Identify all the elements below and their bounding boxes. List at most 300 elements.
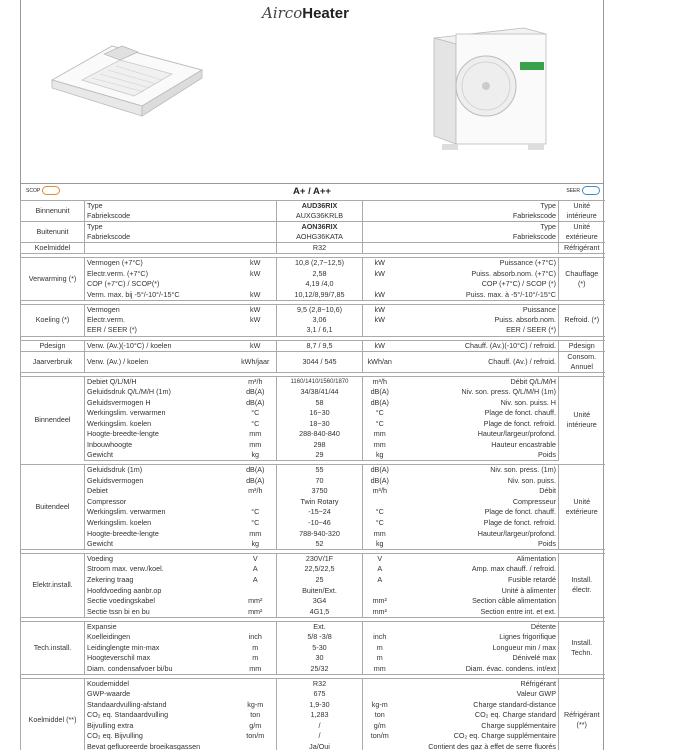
value: 16~30 xyxy=(277,408,363,419)
unit-nl: °C xyxy=(251,408,260,418)
spec-row xyxy=(21,376,605,387)
label-nl: Vermogen xyxy=(85,304,235,315)
unit-fr: ton/m xyxy=(370,731,389,741)
unit-fr: g/m xyxy=(373,720,386,730)
unit-nl: kW xyxy=(235,290,277,301)
unit-fr: °C xyxy=(375,507,384,517)
spec-row xyxy=(21,304,605,315)
unit-fr: mm² xyxy=(372,596,387,606)
spec-row xyxy=(21,440,605,451)
group-label-nl: Pdesign xyxy=(21,340,85,351)
spec-row xyxy=(21,222,605,233)
unit-fr xyxy=(363,279,397,290)
spec-row xyxy=(21,642,605,653)
value: 5-30 xyxy=(277,642,363,653)
unit-nl: V xyxy=(235,554,277,565)
spec-row xyxy=(21,325,605,336)
label-fr: Fusible retardé xyxy=(397,575,559,586)
label-nl: Gewicht xyxy=(85,539,235,550)
label-nl: CO₂ eq. Bijvulling xyxy=(85,731,235,742)
label-fr: CO₂ eq. Charge standard xyxy=(397,710,559,721)
label-nl: Geluidsdruk (1m) xyxy=(85,465,235,476)
spec-row xyxy=(21,528,605,539)
spec-row xyxy=(21,232,605,243)
unit-fr: inch xyxy=(373,631,387,641)
label-nl: COP (+7°C) / SCOP(*) xyxy=(85,279,235,290)
value: 3044 / 545 xyxy=(277,351,363,372)
label-fr: Réfrigérant xyxy=(397,678,559,689)
value: Twin Rotary xyxy=(277,497,363,508)
label-nl: Werkingslim. koelen xyxy=(85,518,235,529)
unit-nl xyxy=(235,243,277,254)
label-nl: Expansie xyxy=(85,621,235,632)
label-fr: Niv. son. press. Q/L/M/H (1m) xyxy=(397,387,559,398)
value: 288-840-840 xyxy=(277,429,363,440)
unit-nl: kg-m xyxy=(247,699,264,709)
value: 4G1,5 xyxy=(277,607,363,618)
label-nl xyxy=(85,243,235,254)
unit-fr: kg xyxy=(363,450,397,461)
group-label-fr: Réfrigérant xyxy=(559,243,605,254)
unit-fr: mm xyxy=(373,528,386,538)
unit-nl: dB(A) xyxy=(246,386,265,396)
unit-nl xyxy=(235,201,277,212)
spec-row xyxy=(21,742,605,750)
value: 5/8 -3/8 xyxy=(277,632,363,643)
label-fr: Débit xyxy=(397,486,559,497)
value: Ja/Oui xyxy=(277,742,363,750)
spec-row xyxy=(21,621,605,632)
spec-row xyxy=(21,575,605,586)
unit-nl: g/m xyxy=(249,720,262,730)
group-label-nl: Verwarming (*) xyxy=(21,258,85,300)
label-fr: Puiss. absorb.nom. xyxy=(397,315,559,326)
spec-row xyxy=(21,279,605,290)
unit-fr: °C xyxy=(375,408,384,418)
value: 30 xyxy=(277,653,363,664)
label-nl: Hoogte-breedte-lengte xyxy=(85,528,235,539)
label-fr: Plage de fonct. refroid. xyxy=(397,518,559,529)
value: 3,06 xyxy=(277,315,363,326)
group-label-fr: Pdesign xyxy=(559,340,605,351)
spec-row xyxy=(21,554,605,565)
unit-nl xyxy=(235,621,277,632)
label-fr: Amp. max chauff. / refroid. xyxy=(397,564,559,575)
brand-logo xyxy=(262,4,372,26)
label-nl: Verw. (Av.)(-10°C) / koelen xyxy=(85,340,235,351)
spec-row xyxy=(21,507,605,518)
unit-fr xyxy=(363,497,397,508)
unit-fr: mm xyxy=(373,429,386,439)
label-nl: GWP-waarde xyxy=(85,689,235,700)
value: 29 xyxy=(277,450,363,461)
value: 55 xyxy=(277,465,363,476)
unit-nl xyxy=(235,211,277,222)
unit-fr xyxy=(363,243,397,254)
label-nl: Standaardvulling-afstand xyxy=(85,699,235,710)
label-fr: Hauteur/largeur/profond. xyxy=(397,429,559,440)
spec-row xyxy=(21,539,605,550)
group-label-nl: Koelmiddel xyxy=(21,243,85,254)
unit-fr xyxy=(363,689,397,700)
unit-nl: kg xyxy=(235,450,277,461)
cassette-unit-image xyxy=(42,40,212,122)
group-label-fr: Unité extérieure xyxy=(559,222,605,243)
group-label-nl: Binnendeel xyxy=(21,376,85,465)
label-nl: Stroom max. verw./koel. xyxy=(85,564,235,575)
value: 1,9-30 xyxy=(277,699,363,710)
spec-row xyxy=(21,211,605,222)
label-fr: Compresseur xyxy=(397,497,559,508)
unit-fr: mm xyxy=(373,439,386,449)
label-fr: Hauteur encastrable xyxy=(397,440,559,451)
group-label-fr: Réfrigérant (**) xyxy=(559,678,605,750)
label-fr: Niv. son. press. (1m) xyxy=(397,465,559,476)
rating-bar xyxy=(20,184,604,199)
unit-nl: dB(A) xyxy=(235,465,277,476)
label-fr: CO₂ eq. Charge supplémentaire xyxy=(397,731,559,742)
value: 3G4 xyxy=(277,596,363,607)
unit-fr: m xyxy=(376,642,383,652)
spec-row xyxy=(21,607,605,618)
spec-row xyxy=(21,243,605,254)
value: 230V/1F xyxy=(277,554,363,565)
value: 1160/1410/1560/1870 xyxy=(277,376,363,387)
label-nl: Sectie voedingskabel xyxy=(85,596,235,607)
spec-row xyxy=(21,475,605,486)
group-label-nl: Koelmiddel (**) xyxy=(21,678,85,750)
unit-nl xyxy=(235,222,277,233)
group-label-nl: Tech.install. xyxy=(21,621,85,674)
label-nl: Bijvulling extra xyxy=(85,720,235,731)
unit-fr: °C xyxy=(375,518,384,528)
value: Buiten/Ext. xyxy=(277,585,363,596)
spec-row xyxy=(21,465,605,476)
value: AON36RIX xyxy=(277,222,363,233)
unit-fr: mm² xyxy=(363,607,397,618)
value: 70 xyxy=(277,475,363,486)
label-fr: Charge supplémentaire xyxy=(397,720,559,731)
label-fr: Niv. son. puiss. H xyxy=(397,397,559,408)
label-nl: CO₂ eq. Standaardvulling xyxy=(85,710,235,721)
value: 34/38/41/44 xyxy=(277,387,363,398)
unit-nl xyxy=(235,585,277,596)
seer-icon xyxy=(582,186,600,195)
spec-row xyxy=(21,632,605,643)
unit-nl: kg xyxy=(235,539,277,550)
label-fr: Hauteur/largeur/profond. xyxy=(397,528,559,539)
spec-row xyxy=(21,678,605,689)
value: 8,7 / 9,5 xyxy=(277,340,363,351)
label-nl: Fabriekscode xyxy=(85,232,235,243)
group-label-nl: Buitendeel xyxy=(21,465,85,550)
unit-fr: m xyxy=(376,653,383,663)
unit-nl: A xyxy=(252,564,258,574)
group-label-fr: Unité intérieure xyxy=(559,376,605,465)
unit-fr: m³/h xyxy=(372,486,387,496)
label-nl: Werkingslim. verwarmen xyxy=(85,408,235,419)
spec-row xyxy=(21,201,605,212)
label-fr: Fabriekscode xyxy=(397,211,559,222)
unit-nl: °C xyxy=(251,507,260,517)
label-nl: Geluidsvermogen H xyxy=(85,397,235,408)
value: AUXG36KRLB xyxy=(277,211,363,222)
unit-fr xyxy=(363,232,397,243)
value: 4,19 /4,0 xyxy=(277,279,363,290)
value: 2,58 xyxy=(277,268,363,279)
label-nl: Hoogte-breedte-lengte xyxy=(85,429,235,440)
label-nl: Verm. max. bij -5°/-10°/-15°C xyxy=(85,290,235,301)
unit-fr: kg xyxy=(363,539,397,550)
unit-nl: mm xyxy=(235,663,277,674)
label-fr: Diam. évac. condens. int/ext xyxy=(397,663,559,674)
spec-row xyxy=(21,351,605,372)
value: / xyxy=(277,720,363,731)
label-nl: Type xyxy=(85,201,235,212)
unit-fr: dB(A) xyxy=(370,397,389,407)
spec-row xyxy=(21,497,605,508)
group-label-fr: Consom. Annuel xyxy=(559,351,605,372)
spec-row xyxy=(21,518,605,529)
label-fr: Poids xyxy=(397,539,559,550)
unit-nl: m³/h xyxy=(248,486,263,496)
label-nl: Type xyxy=(85,222,235,233)
spec-row xyxy=(21,699,605,710)
label-fr: Charge standard-distance xyxy=(397,699,559,710)
unit-fr xyxy=(363,222,397,233)
unit-fr xyxy=(363,678,397,689)
label-fr: Fabriekscode xyxy=(397,232,559,243)
label-fr: Type xyxy=(397,201,559,212)
unit-fr: kW xyxy=(363,290,397,301)
spec-row xyxy=(21,387,605,398)
label-fr: Plage de fonct. chauff. xyxy=(397,507,559,518)
brand-logo-light: Airco xyxy=(262,4,303,22)
label-nl: Geluidsvermogen xyxy=(85,475,235,486)
spec-row xyxy=(21,418,605,429)
group-label-fr: Install. électr. xyxy=(559,554,605,618)
unit-fr: °C xyxy=(375,418,384,428)
spec-row xyxy=(21,450,605,461)
unit-nl: m³/h xyxy=(235,376,277,387)
value: 3750 xyxy=(277,486,363,497)
spec-row xyxy=(21,290,605,301)
unit-fr xyxy=(363,742,397,750)
value: 22,5/22,5 xyxy=(277,564,363,575)
label-nl: Vermogen (+7°C) xyxy=(85,258,235,269)
unit-fr: mm xyxy=(363,663,397,674)
spec-row xyxy=(21,258,605,269)
label-nl: Gewicht xyxy=(85,450,235,461)
unit-fr xyxy=(363,211,397,222)
unit-fr: kWh/an xyxy=(363,351,397,372)
label-nl: Electr.verm. (+7°C) xyxy=(85,268,235,279)
label-fr: Puissance xyxy=(397,304,559,315)
value: -10~46 xyxy=(277,518,363,529)
label-nl: Fabriekscode xyxy=(85,211,235,222)
group-label-nl: Binnenunit xyxy=(21,201,85,222)
unit-fr: kW xyxy=(363,258,397,269)
unit-nl xyxy=(235,689,277,700)
value: R32 xyxy=(277,678,363,689)
unit-nl: °C xyxy=(251,418,260,428)
unit-fr: dB(A) xyxy=(370,386,389,396)
label-fr: Puissance (+7°C) xyxy=(397,258,559,269)
label-fr xyxy=(397,243,559,254)
group-label-fr: Unité intérieure xyxy=(559,201,605,222)
group-label-nl: Jaarverbruik xyxy=(21,351,85,372)
group-label-fr: Refroid. (*) xyxy=(559,304,605,336)
label-nl: Compressor xyxy=(85,497,235,508)
spec-row xyxy=(21,397,605,408)
label-nl: Inbouwhoogte xyxy=(85,440,235,451)
unit-nl: m xyxy=(252,653,259,663)
unit-nl: mm xyxy=(249,429,262,439)
group-label-nl: Elektr.install. xyxy=(21,554,85,618)
unit-nl xyxy=(235,742,277,750)
label-nl: Zekering traag xyxy=(85,575,235,586)
spec-row xyxy=(21,408,605,419)
value: AUD36RIX xyxy=(277,201,363,212)
unit-nl: inch xyxy=(248,631,262,641)
unit-nl: m xyxy=(252,642,259,652)
label-fr: Contient des gaz à effet de serre fluorés xyxy=(397,742,559,750)
label-nl: Hoofdvoeding aanbr.op xyxy=(85,585,235,596)
seer-badge xyxy=(554,186,600,197)
label-nl: Bevat gefluoreerde broeikasgassen xyxy=(85,742,235,750)
label-fr: Section câble alimentation xyxy=(397,596,559,607)
value: -15~24 xyxy=(277,507,363,518)
spec-row xyxy=(21,585,605,596)
group-label-fr: Chauffage (*) xyxy=(559,258,605,300)
unit-fr: kW xyxy=(374,315,385,325)
value: / xyxy=(277,731,363,742)
seer-label: SEER xyxy=(566,188,580,194)
group-label-fr: Install. Techn. xyxy=(559,621,605,674)
label-fr: Alimentation xyxy=(397,554,559,565)
label-fr: Section entre int. et ext. xyxy=(397,607,559,618)
value: 298 xyxy=(277,440,363,451)
unit-nl: mm² xyxy=(248,596,263,606)
label-nl: Leidinglengte min-max xyxy=(85,642,235,653)
label-fr: Détente xyxy=(397,621,559,632)
label-fr: Plage de fonct. chauff. xyxy=(397,408,559,419)
unit-nl: kW xyxy=(235,258,277,269)
unit-nl: kW xyxy=(235,340,277,351)
label-nl: Voeding xyxy=(85,554,235,565)
unit-nl xyxy=(235,232,277,243)
spec-row xyxy=(21,710,605,721)
label-fr: Puiss. absorb.nom. (+7°C) xyxy=(397,268,559,279)
value: 52 xyxy=(277,539,363,550)
label-fr: Lignes frigorifique xyxy=(397,632,559,643)
unit-fr xyxy=(363,621,397,632)
label-fr: Unité à alimenter xyxy=(397,585,559,596)
value: 788-940-320 xyxy=(277,528,363,539)
label-fr: Type xyxy=(397,222,559,233)
label-fr: Dénivelé max xyxy=(397,653,559,664)
value: 10,8 (2,7~12,5) xyxy=(277,258,363,269)
unit-nl: mm xyxy=(249,439,262,449)
spec-table xyxy=(20,200,605,750)
label-nl: Electr.verm. xyxy=(85,315,235,326)
unit-nl: kW xyxy=(235,304,277,315)
label-nl: Verw. (Av.) / koelen xyxy=(85,351,235,372)
spec-row xyxy=(21,564,605,575)
spec-row xyxy=(21,268,605,279)
spec-row xyxy=(21,429,605,440)
unit-fr: kW xyxy=(363,304,397,315)
outdoor-unit-image xyxy=(428,24,548,154)
unit-fr: V xyxy=(363,554,397,565)
spec-row xyxy=(21,596,605,607)
unit-nl: kW xyxy=(250,268,261,278)
label-nl: Hoogteverschil max xyxy=(85,653,235,664)
spec-row xyxy=(21,689,605,700)
value: 3,1 / 6,1 xyxy=(277,325,363,336)
value: Ext. xyxy=(277,621,363,632)
unit-nl: A xyxy=(252,575,258,585)
value: 58 xyxy=(277,397,363,408)
unit-fr: kW xyxy=(374,268,385,278)
value: 1,283 xyxy=(277,710,363,721)
label-nl: Sectie tssn bi en bu xyxy=(85,607,235,618)
label-nl: Geluidsdruk Q/L/M/H (1m) xyxy=(85,387,235,398)
unit-fr: A xyxy=(377,575,383,585)
label-nl: Koudemiddel xyxy=(85,678,235,689)
unit-fr: dB(A) xyxy=(363,465,397,476)
group-label-nl: Buitenunit xyxy=(21,222,85,243)
label-fr: Niv. son. puiss. xyxy=(397,475,559,486)
value: 675 xyxy=(277,689,363,700)
spec-row xyxy=(21,653,605,664)
label-nl: Diam. condensafvoer bi/bu xyxy=(85,663,235,674)
energy-rating: A+ / A++ xyxy=(293,186,331,197)
label-fr: Poids xyxy=(397,450,559,461)
unit-fr: dB(A) xyxy=(370,475,389,485)
unit-nl xyxy=(235,325,277,336)
label-nl: Debiet xyxy=(85,486,235,497)
spec-row xyxy=(21,486,605,497)
unit-fr xyxy=(363,585,397,596)
value: 25/32 xyxy=(277,663,363,674)
label-fr: Chauff. (Av.) / refroid. xyxy=(397,351,559,372)
label-nl: EER / SEER (*) xyxy=(85,325,235,336)
group-label-fr: Unité extérieure xyxy=(559,465,605,550)
label-fr: Puiss. max. à -5°/-10°/-15°C xyxy=(397,290,559,301)
unit-nl: kW xyxy=(250,315,261,325)
unit-fr: kg-m xyxy=(371,699,388,709)
unit-nl: °C xyxy=(251,518,260,528)
unit-nl: dB(A) xyxy=(246,475,265,485)
label-fr: Valeur GWP xyxy=(397,689,559,700)
value: 18~30 xyxy=(277,418,363,429)
unit-nl: mm² xyxy=(235,607,277,618)
unit-fr xyxy=(363,325,397,336)
unit-nl: mm xyxy=(249,528,262,538)
unit-nl xyxy=(235,497,277,508)
brand-logo-bold: Heater xyxy=(302,5,349,22)
label-fr: Longueur min / max xyxy=(397,642,559,653)
unit-nl xyxy=(235,279,277,290)
unit-nl: ton xyxy=(250,710,261,720)
spec-row xyxy=(21,315,605,326)
spec-row xyxy=(21,340,605,351)
value: 25 xyxy=(277,575,363,586)
unit-fr: ton xyxy=(374,710,385,720)
spec-row xyxy=(21,731,605,742)
spec-row xyxy=(21,720,605,731)
